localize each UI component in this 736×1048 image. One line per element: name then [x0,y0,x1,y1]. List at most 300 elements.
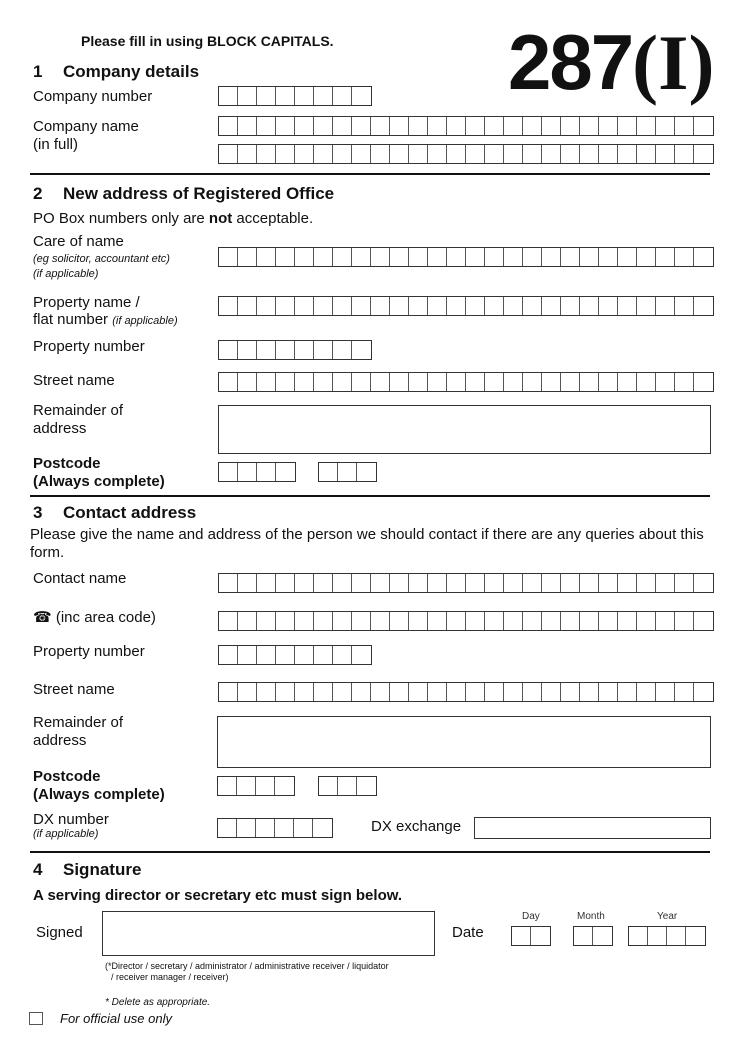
char-cell[interactable] [466,683,485,701]
postcode-inward-field[interactable] [318,462,377,482]
char-cell[interactable] [580,117,599,135]
char-cell[interactable] [675,248,694,266]
month-label: Month [577,911,605,922]
char-cell[interactable] [466,248,485,266]
char-cell[interactable] [599,612,618,630]
char-cell[interactable] [219,248,238,266]
date-day-field[interactable] [511,926,551,946]
char-cell[interactable] [531,927,550,945]
char-cell[interactable] [656,612,675,630]
char-cell[interactable] [618,612,637,630]
char-cell[interactable] [618,373,637,391]
char-cell[interactable] [466,612,485,630]
char-cell[interactable] [447,117,466,135]
char-cell[interactable] [314,297,333,315]
char-cell[interactable] [314,145,333,163]
date-month-field[interactable] [573,926,613,946]
char-cell[interactable] [447,683,466,701]
char-cell[interactable] [523,117,542,135]
char-cell[interactable] [314,683,333,701]
char-cell[interactable] [447,574,466,592]
char-cell[interactable] [237,819,256,837]
char-cell[interactable] [219,646,238,664]
char-cell[interactable] [409,612,428,630]
char-cell[interactable] [295,646,314,664]
char-cell[interactable] [333,646,352,664]
char-cell[interactable] [675,683,694,701]
char-cell[interactable] [648,927,667,945]
char-cell[interactable] [219,87,238,105]
char-cell[interactable] [352,117,371,135]
char-cell[interactable] [357,777,376,795]
street-name-field[interactable] [218,372,714,392]
char-cell[interactable] [428,373,447,391]
char-cell[interactable] [238,574,257,592]
remainder-address-field[interactable] [218,405,711,454]
char-cell[interactable] [428,248,447,266]
char-cell[interactable] [694,612,713,630]
char-cell[interactable] [637,373,656,391]
char-cell[interactable] [333,248,352,266]
char-cell[interactable] [219,373,238,391]
care-of-name-field[interactable] [218,247,714,267]
char-cell[interactable] [276,145,295,163]
contact-postcode-inward-field[interactable] [318,776,377,796]
char-cell[interactable] [352,341,371,359]
char-cell[interactable] [295,612,314,630]
char-cell[interactable] [637,117,656,135]
char-cell[interactable] [618,248,637,266]
char-cell[interactable] [219,145,238,163]
form-number [508,18,715,106]
char-cell[interactable] [485,683,504,701]
char-cell[interactable] [504,683,523,701]
char-cell[interactable] [276,574,295,592]
company-name-field-line-1[interactable] [218,116,714,136]
char-cell[interactable] [485,297,504,315]
char-cell[interactable] [561,612,580,630]
char-cell[interactable] [276,117,295,135]
char-cell[interactable] [542,612,561,630]
char-cell[interactable] [447,373,466,391]
char-cell[interactable] [523,145,542,163]
char-cell[interactable] [275,819,294,837]
property-name-field[interactable] [218,296,714,316]
char-cell[interactable] [561,145,580,163]
char-cell[interactable] [618,117,637,135]
po-box-note-prefix: PO Box numbers only are [33,210,209,227]
char-cell[interactable] [694,117,713,135]
char-cell[interactable] [542,248,561,266]
char-cell[interactable] [219,612,238,630]
char-cell[interactable] [637,574,656,592]
char-cell[interactable] [238,683,257,701]
char-cell[interactable] [523,297,542,315]
char-cell[interactable] [599,373,618,391]
char-cell[interactable] [561,117,580,135]
char-cell[interactable] [238,646,257,664]
char-cell[interactable] [542,373,561,391]
char-cell[interactable] [256,777,275,795]
char-cell[interactable] [599,117,618,135]
char-cell[interactable] [314,117,333,135]
char-cell[interactable] [504,117,523,135]
char-cell[interactable] [333,341,352,359]
char-cell[interactable] [390,683,409,701]
section-2-title: New address of Registered Office [63,184,335,203]
char-cell[interactable] [667,927,686,945]
char-cell[interactable] [319,463,338,481]
contact-street-name-field[interactable] [218,682,714,702]
char-cell[interactable] [352,297,371,315]
char-cell[interactable] [238,612,257,630]
char-cell[interactable] [295,87,314,105]
char-cell[interactable] [338,463,357,481]
official-use-label: For official use only [60,1011,172,1026]
char-cell[interactable] [523,574,542,592]
char-cell[interactable] [580,248,599,266]
char-cell[interactable] [574,927,593,945]
char-cell[interactable] [352,373,371,391]
char-cell[interactable] [542,683,561,701]
char-cell[interactable] [561,297,580,315]
contact-property-number-field[interactable] [218,645,372,665]
char-cell[interactable] [561,683,580,701]
char-cell[interactable] [504,145,523,163]
char-cell[interactable] [333,612,352,630]
char-cell[interactable] [238,463,257,481]
char-cell[interactable] [295,574,314,592]
char-cell[interactable] [333,373,352,391]
char-cell[interactable] [314,612,333,630]
char-cell[interactable] [694,248,713,266]
char-cell[interactable] [409,683,428,701]
char-cell[interactable] [580,683,599,701]
char-cell[interactable] [276,373,295,391]
char-cell[interactable] [333,574,352,592]
char-cell[interactable] [694,373,713,391]
char-cell[interactable] [485,117,504,135]
char-cell[interactable] [694,683,713,701]
char-cell[interactable] [409,248,428,266]
char-cell[interactable] [237,777,256,795]
char-cell[interactable] [504,612,523,630]
char-cell[interactable] [295,373,314,391]
char-cell[interactable] [466,117,485,135]
char-cell[interactable] [352,145,371,163]
char-cell[interactable] [637,683,656,701]
char-cell[interactable] [295,117,314,135]
char-cell[interactable] [542,117,561,135]
char-cell[interactable] [580,373,599,391]
char-cell[interactable] [319,777,338,795]
char-cell[interactable] [371,574,390,592]
char-cell[interactable] [295,145,314,163]
char-cell[interactable] [656,574,675,592]
char-cell[interactable] [352,612,371,630]
char-cell[interactable] [219,463,238,481]
char-cell[interactable] [295,297,314,315]
char-cell[interactable] [599,297,618,315]
char-cell[interactable] [561,373,580,391]
char-cell[interactable] [428,297,447,315]
char-cell[interactable] [238,341,257,359]
char-cell[interactable] [314,341,333,359]
char-cell[interactable] [275,777,294,795]
char-cell[interactable] [257,612,276,630]
char-cell[interactable] [219,297,238,315]
char-cell[interactable] [593,927,612,945]
char-cell[interactable] [447,297,466,315]
char-cell[interactable] [219,683,238,701]
char-cell[interactable] [675,574,694,592]
section-1-number: 1 [33,62,43,81]
char-cell[interactable] [580,574,599,592]
char-cell[interactable] [371,373,390,391]
char-cell[interactable] [390,145,409,163]
section-divider [30,173,710,175]
char-cell[interactable] [523,612,542,630]
char-cell[interactable] [390,574,409,592]
char-cell[interactable] [295,341,314,359]
char-cell[interactable] [409,373,428,391]
char-cell[interactable] [276,646,295,664]
char-cell[interactable] [295,248,314,266]
char-cell[interactable] [694,574,713,592]
char-cell[interactable] [599,574,618,592]
char-cell[interactable] [276,341,295,359]
dx-number-field[interactable] [217,818,333,838]
char-cell[interactable] [656,145,675,163]
char-cell[interactable] [428,683,447,701]
char-cell[interactable] [390,248,409,266]
care-of-hint-2: (if applicable) [33,268,99,280]
dx-number-hint: (if applicable) [33,828,99,840]
phone-icon: ☎ [33,609,52,626]
char-cell[interactable] [629,927,648,945]
char-cell[interactable] [257,297,276,315]
char-cell[interactable] [352,574,371,592]
char-cell[interactable] [295,683,314,701]
char-cell[interactable] [219,117,238,135]
char-cell[interactable] [466,373,485,391]
char-cell[interactable] [675,117,694,135]
char-cell[interactable] [338,777,357,795]
char-cell[interactable] [238,373,257,391]
char-cell[interactable] [523,248,542,266]
char-cell[interactable] [390,297,409,315]
char-cell[interactable] [257,646,276,664]
char-cell[interactable] [637,145,656,163]
char-cell[interactable] [238,297,257,315]
official-use-checkbox[interactable] [29,1012,43,1025]
char-cell[interactable] [257,574,276,592]
char-cell[interactable] [314,646,333,664]
char-cell[interactable] [352,683,371,701]
char-cell[interactable] [294,819,313,837]
postcode-outward-field[interactable] [218,462,296,482]
char-cell[interactable] [485,145,504,163]
char-cell[interactable] [656,248,675,266]
char-cell[interactable] [276,463,295,481]
char-cell[interactable] [694,145,713,163]
char-cell[interactable] [314,373,333,391]
char-cell[interactable] [276,683,295,701]
char-cell[interactable] [656,297,675,315]
contact-remainder-address-field[interactable] [217,716,711,768]
char-cell[interactable] [428,612,447,630]
char-cell[interactable] [333,297,352,315]
char-cell[interactable] [409,117,428,135]
char-cell[interactable] [504,297,523,315]
char-cell[interactable] [447,612,466,630]
char-cell[interactable] [580,297,599,315]
property-number-field[interactable] [218,340,372,360]
char-cell[interactable] [257,683,276,701]
char-cell[interactable] [314,248,333,266]
char-cell[interactable] [257,341,276,359]
char-cell[interactable] [371,683,390,701]
char-cell[interactable] [637,297,656,315]
char-cell[interactable] [352,248,371,266]
char-cell[interactable] [218,777,237,795]
signatory-roles: (*Director / secretary / administrator / administrative receiver / liquidator [105,961,389,971]
char-cell[interactable] [257,117,276,135]
char-cell[interactable] [257,248,276,266]
char-cell[interactable] [428,117,447,135]
char-cell[interactable] [686,927,705,945]
char-cell[interactable] [637,248,656,266]
char-cell[interactable] [599,683,618,701]
char-cell[interactable] [675,612,694,630]
phone-field[interactable] [218,611,714,631]
char-cell[interactable] [219,341,238,359]
char-cell[interactable] [238,248,257,266]
char-cell[interactable] [218,819,237,837]
char-cell[interactable] [314,87,333,105]
char-cell[interactable] [371,297,390,315]
char-cell[interactable] [276,248,295,266]
char-cell[interactable] [447,145,466,163]
char-cell[interactable] [504,248,523,266]
char-cell[interactable] [523,373,542,391]
char-cell[interactable] [371,117,390,135]
char-cell[interactable] [618,145,637,163]
char-cell[interactable] [485,373,504,391]
dx-exchange-field[interactable] [474,817,711,839]
char-cell[interactable] [675,373,694,391]
char-cell[interactable] [599,248,618,266]
char-cell[interactable] [485,574,504,592]
char-cell[interactable] [428,574,447,592]
char-cell[interactable] [256,819,275,837]
char-cell[interactable] [561,248,580,266]
char-cell[interactable] [618,297,637,315]
char-cell[interactable] [618,683,637,701]
char-cell[interactable] [390,612,409,630]
char-cell[interactable] [238,117,257,135]
char-cell[interactable] [485,612,504,630]
char-cell[interactable] [542,145,561,163]
char-cell[interactable] [561,574,580,592]
contact-name-field[interactable] [218,573,714,593]
char-cell[interactable] [238,87,257,105]
char-cell[interactable] [313,819,332,837]
char-cell[interactable] [257,87,276,105]
char-cell[interactable] [257,373,276,391]
char-cell[interactable] [504,574,523,592]
char-cell[interactable] [523,683,542,701]
char-cell[interactable] [257,463,276,481]
date-year-field[interactable] [628,926,706,946]
char-cell[interactable] [599,145,618,163]
section-4-number: 4 [33,860,43,879]
contact-postcode-outward-field[interactable] [217,776,295,796]
company-name-label-sub: (in full) [33,136,79,153]
char-cell[interactable] [390,373,409,391]
char-cell[interactable] [333,117,352,135]
char-cell[interactable] [485,248,504,266]
char-cell[interactable] [352,646,371,664]
char-cell[interactable] [390,117,409,135]
char-cell[interactable] [219,574,238,592]
char-cell[interactable] [656,683,675,701]
char-cell[interactable] [512,927,531,945]
char-cell[interactable] [504,373,523,391]
char-cell[interactable] [580,145,599,163]
char-cell[interactable] [428,145,447,163]
char-cell[interactable] [542,574,561,592]
char-cell[interactable] [276,297,295,315]
char-cell[interactable] [333,87,352,105]
char-cell[interactable] [333,145,352,163]
char-cell[interactable] [371,248,390,266]
char-cell[interactable] [466,297,485,315]
char-cell[interactable] [656,117,675,135]
char-cell[interactable] [409,574,428,592]
char-cell[interactable] [276,612,295,630]
char-cell[interactable] [466,574,485,592]
char-cell[interactable] [276,87,295,105]
char-cell[interactable] [238,145,257,163]
char-cell[interactable] [257,145,276,163]
char-cell[interactable] [371,612,390,630]
char-cell[interactable] [333,683,352,701]
char-cell[interactable] [656,373,675,391]
signature-field[interactable] [102,911,435,956]
char-cell[interactable] [409,145,428,163]
char-cell[interactable] [371,145,390,163]
char-cell[interactable] [675,297,694,315]
char-cell[interactable] [352,87,371,105]
char-cell[interactable] [618,574,637,592]
char-cell[interactable] [580,612,599,630]
day-label: Day [522,911,540,922]
char-cell[interactable] [637,612,656,630]
char-cell[interactable] [542,297,561,315]
char-cell[interactable] [694,297,713,315]
property-number-label: Property number [33,338,145,355]
company-name-field-line-2[interactable] [218,144,714,164]
char-cell[interactable] [466,145,485,163]
care-of-label: Care of name [33,233,124,250]
char-cell[interactable] [447,248,466,266]
char-cell[interactable] [357,463,376,481]
company-number-field[interactable] [218,86,372,106]
char-cell[interactable] [675,145,694,163]
char-cell[interactable] [314,574,333,592]
char-cell[interactable] [409,297,428,315]
